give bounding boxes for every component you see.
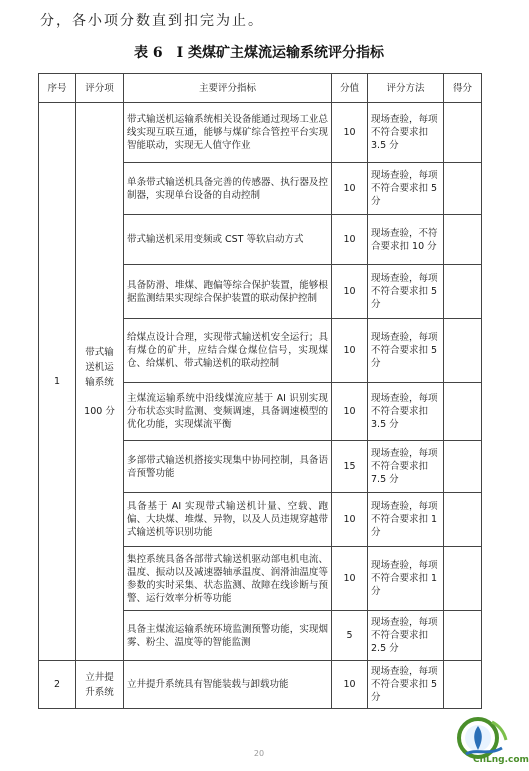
page-number: 20 [253,749,265,758]
score-cell: 10 [332,319,368,383]
method-cell: 现场查验，不符合要求扣 10 分 [368,215,444,265]
method-cell: 现场查验，每项不符合要求扣 5 分 [368,163,444,215]
indicator-cell: 多部带式输送机搭接实现集中协同控制，具备语音预警功能 [124,441,332,493]
indicator-cell: 带式输送机采用变频或 CST 等软启动方式 [124,215,332,265]
method-cell: 现场查验，每项不符合要求扣 5 分 [368,319,444,383]
score-cell: 10 [332,493,368,547]
section-number: 1 [39,103,76,661]
section-item-line: 立井提 [85,671,114,683]
header-no: 序号 [39,74,76,103]
score-cell: 10 [332,163,368,215]
table-row [39,661,482,709]
score-cell: 10 [332,265,368,319]
section-item [76,661,124,709]
result-cell [444,103,482,163]
indicator-cell: 集控系统具备各部带式输送机驱动部电机电流、温度、振动以及减速器轴承温度、润滑油温度等参数的实时采集、状态监测、故障在线诊断与预警、运行效率分析等功能 [124,547,332,611]
score-cell: 10 [332,383,368,441]
section-item [76,103,124,661]
score-cell: 10 [332,661,368,709]
score-cell: 15 [332,441,368,493]
method-cell: 现场查验，每项不符合要求扣 1 分 [368,547,444,611]
table-header-row [39,74,482,103]
method-cell: 现场查验，每项不符合要求扣 2.5 分 [368,611,444,661]
indicator-cell: 具备防滑、堆煤、跑偏等综合保护装置，能够根据监测结果实现综合保护装置的联动保护控制 [124,265,332,319]
section-item-line: 升系统 [85,686,114,698]
result-cell [444,611,482,661]
method-cell: 现场查验，每项不符合要求扣 3.5 分 [368,103,444,163]
indicator-cell: 带式输送机运输系统相关设备能通过现场工业总线实现互联互通，能够与煤矿综合管控平台实现智能联动，实现无人值守作业 [124,103,332,163]
result-cell [444,215,482,265]
indicator-cell: 单条带式输送机具备完善的传感器、执行器及控制器，实现单台设备的自动控制 [124,163,332,215]
indicator-cell: 具备基于 AI 实现带式输送机计量、空载、跑偏、大块煤、堆煤、异物，以及人员违规穿越带式输送机等识别功能 [124,493,332,547]
section-item-line: 带式输 [85,346,114,358]
method-cell: 现场查验，每项不符合要求扣 1 分 [368,493,444,547]
section-item-line: 输系统 [85,376,114,388]
table-row [39,103,482,163]
result-cell [444,441,482,493]
score-cell: 10 [332,547,368,611]
result-cell [444,493,482,547]
result-cell [444,163,482,215]
header-score: 分值 [332,74,368,103]
header-result: 得分 [444,74,482,103]
section-item-line: 送机运 [85,361,114,373]
header-item: 评分项 [76,74,124,103]
result-cell [444,265,482,319]
method-cell: 现场查验，每项不符合要求扣 5 分 [368,265,444,319]
section-number: 2 [39,661,76,709]
method-cell: 现场查验，每项不符合要求扣 7.5 分 [368,441,444,493]
header-method: 评分方法 [368,74,444,103]
header-indicator: 主要评分指标 [124,74,332,103]
result-cell [444,547,482,611]
result-cell [444,383,482,441]
indicator-cell: 给煤点设计合理，实现带式输送机安全运行；具有煤仓的矿井，应结合煤仓煤位信号，实现煤仓、给煤机、带式输送机的联动控制 [124,319,332,383]
table-caption: 表 6 I 类煤矿主煤流运输系统评分指标 [133,45,385,61]
indicator-cell: 主煤流运输系统中沿线煤流应基于 AI 识别实现分布状态实时监测、变频调速，具备调速模型的优化功能，实现煤流平衡 [124,383,332,441]
score-cell: 10 [332,215,368,265]
score-cell: 5 [332,611,368,661]
result-cell [444,319,482,383]
indicator-cell: 具备主煤流运输系统环境监测预警功能，实现烟雾、粉尘、温度等的智能监测 [124,611,332,661]
logo-text: CnLng.com [473,755,529,765]
result-cell [444,661,482,709]
score-cell: 10 [332,103,368,163]
method-cell: 现场查验，每项不符合要求扣 5 分 [368,661,444,709]
method-cell: 现场查验，每项不符合要求扣 3.5 分 [368,383,444,441]
table-body [39,103,482,709]
scoring-table [38,73,482,709]
indicator-cell: 立井提升系统具有智能装载与卸载功能 [124,661,332,709]
intro-text: 分，各小项分数直到扣完为止。 [40,13,264,29]
section-item-line: 100 分 [84,405,115,417]
